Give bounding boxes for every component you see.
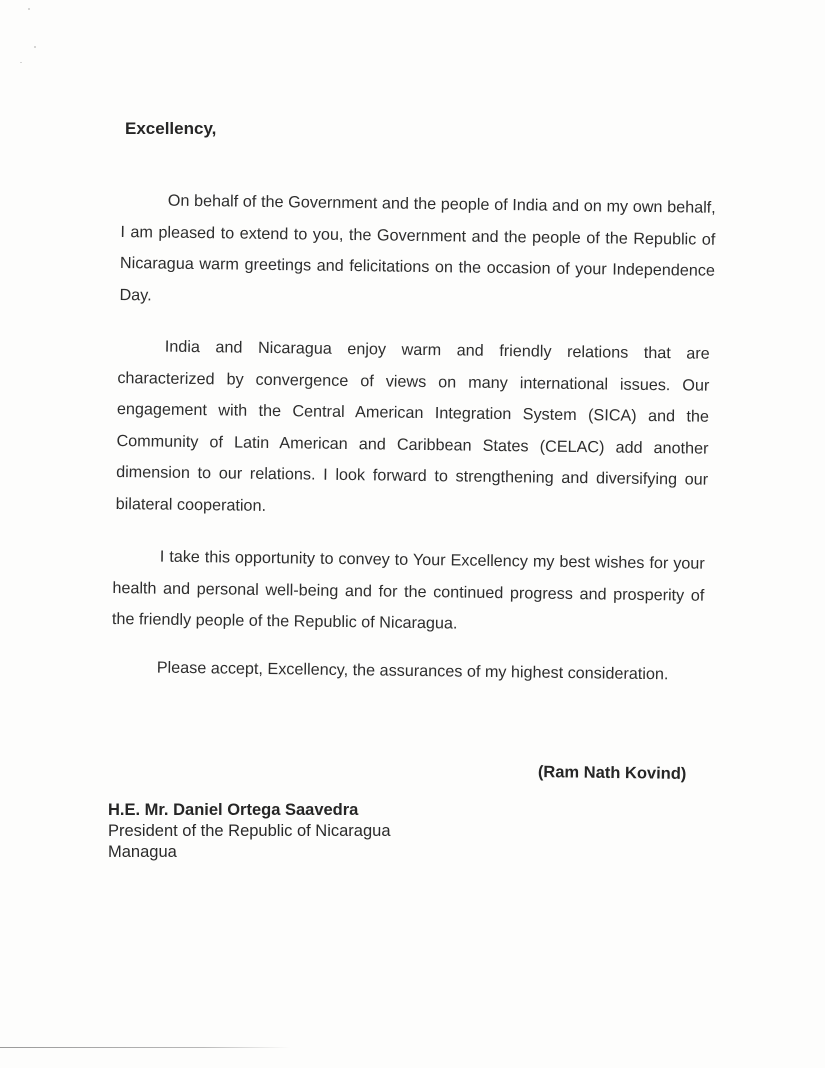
paragraph-greetings: On behalf of the Government and the people of India and on my own behalf, I am pleased to extend to you, the Government and the people of the Republic of Nicaragua warm greetings and felicitations on the occasion of your Independence Day. — [119, 191, 716, 304]
scan-speck — [20, 62, 22, 63]
addressee-title: President of the Republic of Nicaragua — [108, 822, 391, 840]
paragraph-relations: India and Nicaragua enjoy warm and friendly relations that are characterized by convergence of views on many international issues. Our engagement with the Central American Integration System (SICA) and the Community of Latin American and Caribbean States (CELAC) add another dimension to our relations. I look forward to strengthening and diversifying our bilateral cooperation. — [115, 337, 710, 515]
paragraph-wishes: I take this opportunity to convey to Your Excellency my best wishes for your health and personal well-being and for the continued progress and prosperity of the friendly people of the Republic of Nicaragua. — [111, 547, 705, 633]
addressee-block — [108, 800, 391, 863]
addressee-city: Managua — [108, 843, 177, 861]
paragraph-closing: Please accept, Excellency, the assurances of my highest consideration. — [156, 658, 669, 684]
scan-edge-line — [0, 1047, 290, 1048]
scan-speck — [34, 46, 36, 48]
addressee-name: H.E. Mr. Daniel Ortega Saavedra — [108, 801, 359, 819]
salutation: Excellency, — [125, 119, 217, 138]
signature-name: (Ram Nath Kovind) — [537, 763, 687, 783]
scan-speck — [28, 8, 30, 10]
